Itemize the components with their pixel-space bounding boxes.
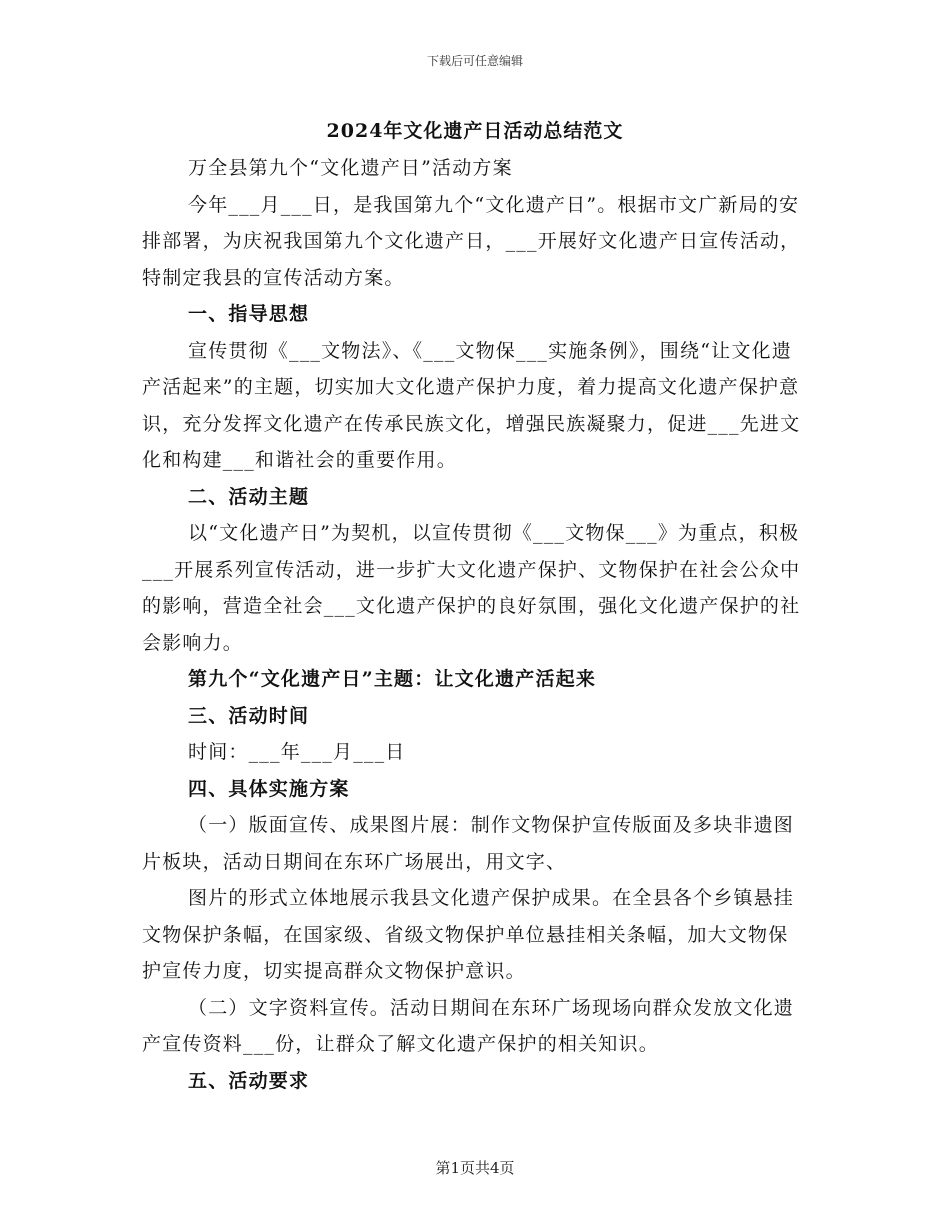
paragraph: 万全县第九个“文化遗产日”活动方案 [188, 157, 513, 179]
paragraph: （二）文字资料宣传。活动日期间在东环广场现场向群众发放文化遗产宣传资料___份，让群众了解文化遗产保护的相关知识。 [142, 996, 795, 1055]
section-heading: 四、具体实施方案 [188, 777, 350, 800]
paragraph: 今年___月___日，是我国第九个“文化遗产日”。根据市文广新局的安排部署，为庆祝我国第九个文化遗产日，___开展好文化遗产日宣传活动，特制定我县的宣传活动方案。 [142, 193, 801, 289]
theme-line: 第九个“文化遗产日”主题：让文化遗产活起来 [188, 668, 597, 690]
paragraph: 以“文化遗产日”为契机，以宣传贯彻《___文物保___》为重点，积极___开展系列宣传活动，进一步扩大文化遗产保护、文物保护在社会公众中的影响，营造全社会___文化遗产保护的良好氛围，强化文化遗产保护的社会影响力。 [142, 522, 801, 654]
paragraph: （一）版面宣传、成果图片展：制作文物保护宣传版面及多块非遗图片板块，活动日期间在东环广场展出，用文字、 [142, 814, 795, 873]
section-heading: 一、指导思想 [188, 303, 310, 325]
paragraph: 时间：___年___月___日 [188, 741, 406, 763]
paragraph: 宣传贯彻《___文物法》、《___文物保___实施条例》，围绕“让文化遗产活起来”的主题，切实加大文化遗产保护力度，着力提高文化遗产保护意识，充分发挥文化遗产在传承民族文化，增强民族凝聚力，促进___先进文化和构建___和谐社会的重要作用。 [142, 339, 801, 471]
document-body [142, 150, 808, 1099]
header-note: 下载后可任意编辑 [426, 54, 523, 68]
section-heading: 五、活动要求 [188, 1069, 310, 1092]
section-heading: 二、活动主题 [188, 485, 310, 508]
document-title: 2024年文化遗产日活动总结范文 [326, 120, 624, 142]
paragraph: 图片的形式立体地展示我县文化遗产保护成果。在全县各个乡镇悬挂文物保护条幅，在国家级、省级文物保护单位悬挂相关条幅，加大文物保护宣传力度，切实提高群众文物保护意识。 [142, 887, 795, 982]
section-heading: 三、活动时间 [188, 704, 310, 727]
page-footer: 第1页共4页 [435, 1159, 515, 1177]
